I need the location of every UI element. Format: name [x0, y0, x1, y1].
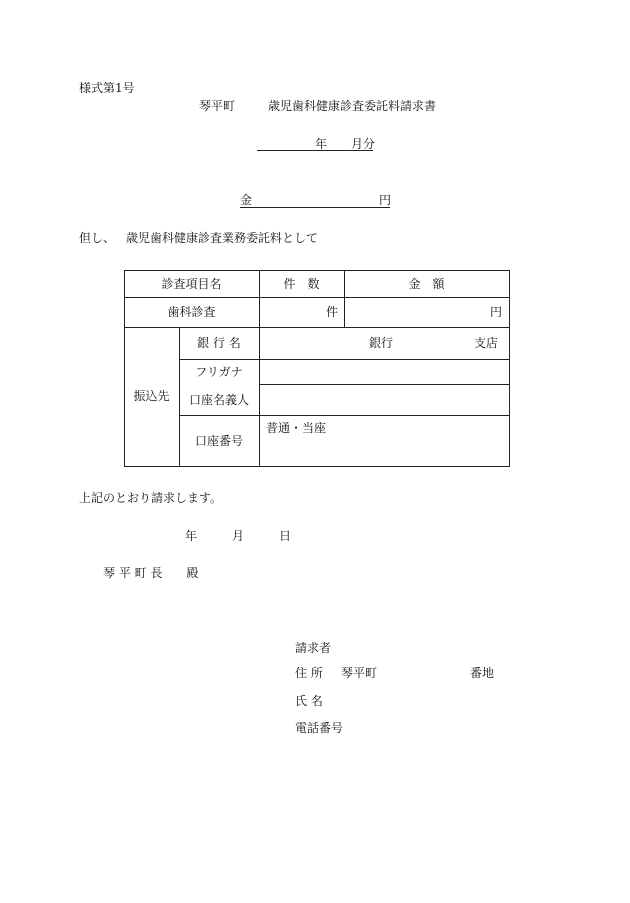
account-number-label: 口座番号 — [194, 434, 243, 448]
town-name: 琴平町 — [199, 99, 236, 113]
table-rule — [179, 359, 510, 360]
bank-name-label: 銀 行 名 — [197, 336, 241, 350]
date-year-label: 年 — [185, 529, 198, 543]
table-rule — [259, 384, 510, 385]
row-amount-unit: 円 — [490, 305, 503, 319]
account-holder-label: 口座名義人 — [188, 393, 249, 407]
address-label: 住 所 — [295, 666, 323, 680]
date-month-label: 月 — [232, 529, 245, 543]
table-rule — [259, 270, 260, 467]
requester-label: 請求者 — [295, 641, 332, 655]
document-title: 歳児歯科健康診査委託料請求書 — [268, 99, 437, 113]
table-border-top — [124, 270, 510, 271]
table-border-bottom — [124, 466, 510, 467]
name-label: 氏 名 — [295, 694, 323, 708]
header-item-name: 診査項目名 — [161, 277, 222, 291]
address-suffix: 番地 — [470, 666, 495, 680]
addressee: 琴 平 町 長 殿 — [103, 566, 199, 580]
row-count-unit: 件 — [326, 305, 339, 319]
furigana-label: フリガナ — [195, 365, 243, 379]
closing-statement: 上記のとおり請求します。 — [79, 491, 223, 505]
table-border-left — [124, 270, 125, 467]
amount-suffix: 円 — [379, 193, 392, 207]
table-rule — [179, 415, 510, 416]
header-amount: 金 額 — [408, 277, 445, 291]
period-year-label: 年 — [315, 137, 328, 151]
amount-prefix: 金 — [240, 193, 253, 207]
transfer-label: 振込先 — [133, 389, 170, 403]
purpose-text: 歳児歯科健康診査業務委託料として — [126, 231, 319, 245]
address-town: 琴平町 — [341, 666, 378, 680]
date-day-label: 日 — [279, 529, 292, 543]
row-item-dental: 歯科診査 — [167, 305, 216, 319]
period-month-label: 月分 — [351, 137, 376, 151]
period-underline — [257, 150, 373, 151]
phone-label: 電話番号 — [295, 721, 344, 735]
header-count: 件 数 — [283, 277, 320, 291]
form-number: 様式第1号 — [79, 81, 135, 95]
table-rule — [124, 327, 510, 328]
table-rule — [124, 297, 510, 298]
amount-underline — [240, 207, 390, 208]
branch-suffix: 支店 — [474, 336, 499, 350]
table-border-right — [509, 270, 510, 467]
purpose-lead: 但し、 — [79, 231, 116, 245]
account-type: 普通・当座 — [266, 421, 327, 435]
bank-suffix: 銀行 — [369, 336, 394, 350]
